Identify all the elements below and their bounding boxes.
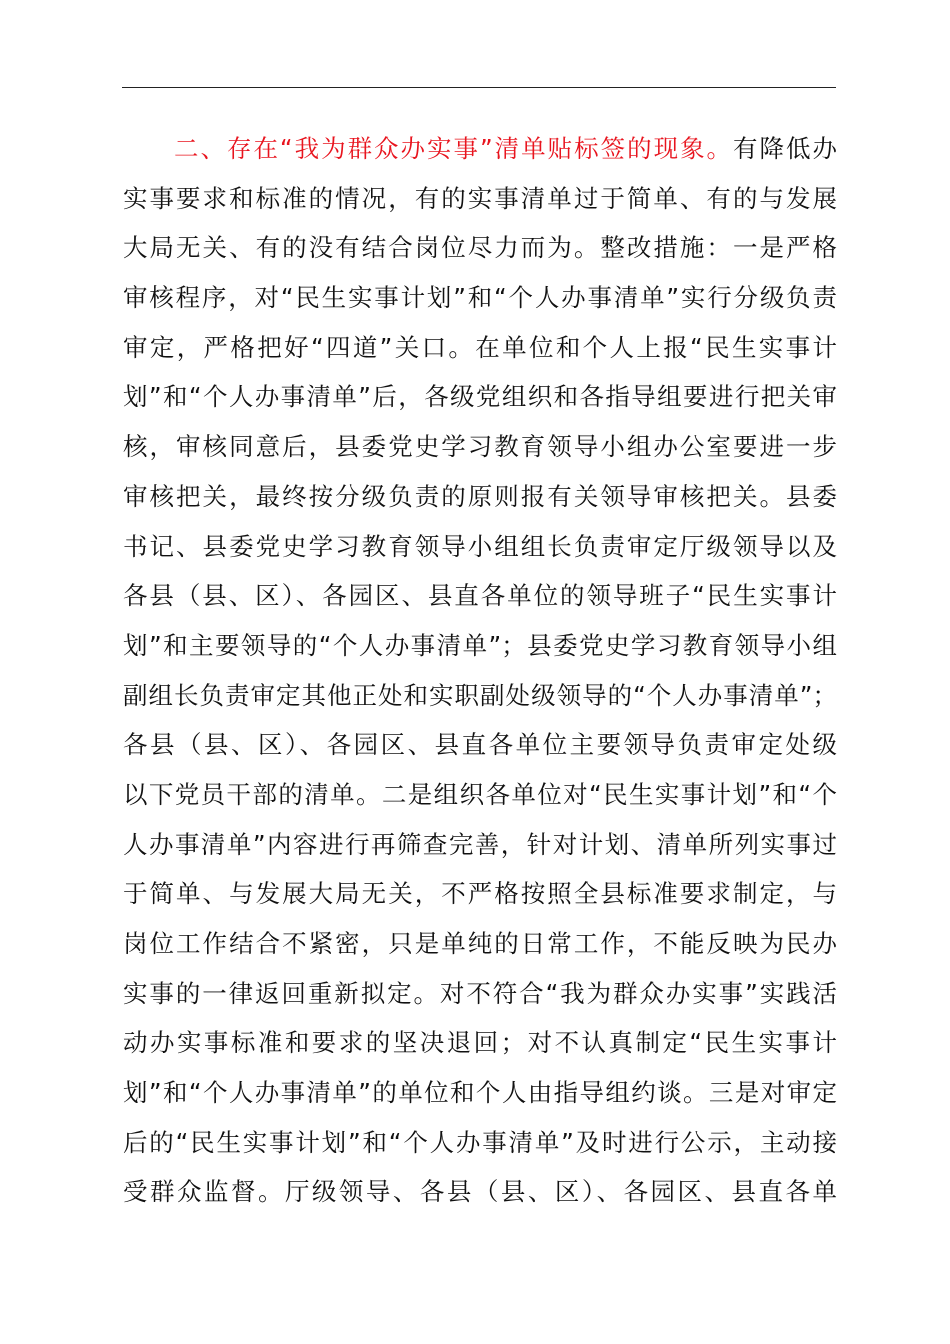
paragraph-line: 实事的一律返回重新拟定。对不符合“我为群众办实事”实践活 (123, 978, 837, 1008)
paragraph-line: 划”和“个人办事清单”后，各级党组织和各指导组要进行把关审 (123, 382, 837, 412)
paragraph-line: 各县（县、区）、各园区、县直各单位主要领导负责审定处级 (123, 730, 837, 760)
line-text: 有降低办 (733, 134, 838, 163)
paragraph-line: 划”和“个人办事清单”的单位和个人由指导组约谈。三是对审定 (123, 1078, 837, 1108)
paragraph-line: 受群众监督。厅级领导、各县（县、区）、各园区、县直各单 (123, 1177, 837, 1207)
paragraph-line: 各县（县、区）、各园区、县直各单位的领导班子“民生实事计 (123, 581, 837, 611)
paragraph-line: 审核程序，对“民生实事计划”和“个人办事清单”实行分级负责 (123, 283, 837, 313)
paragraph-line: 书记、县委党史学习教育领导小组组长负责审定厅级领导以及 (123, 531, 837, 561)
paragraph-line-1 (123, 124, 837, 174)
header-rule (122, 87, 836, 88)
paragraph-line: 人办事清单”内容进行再筛查完善，针对计划、清单所列实事过 (123, 829, 837, 859)
paragraph-line: 动办实事标准和要求的坚决退回；对不认真制定“民生实事计 (123, 1028, 837, 1058)
paragraph-line: 审核把关，最终按分级负责的原则报有关领导审核把关。县委 (123, 481, 837, 511)
paragraph-line: 后的“民生实事计划”和“个人办事清单”及时进行公示，主动接 (123, 1127, 837, 1157)
paragraph-line: 于简单、与发展大局无关，不严格按照全县标准要求制定，与 (123, 879, 837, 909)
paragraph-line: 审定，严格把好“四道”关口。在单位和个人上报“民生实事计 (123, 332, 837, 362)
paragraph-line: 实事要求和标准的情况，有的实事清单过于简单、有的与发展 (123, 183, 837, 213)
section-heading: 二、存在“我为群众办实事”清单贴标签的现象。 (172, 134, 734, 163)
paragraph-line: 岗位工作结合不紧密，只是单纯的日常工作，不能反映为民办 (123, 929, 837, 958)
paragraph-line: 副组长负责审定其他正处和实职副处级领导的“个人办事清单”； (123, 680, 837, 710)
body-paragraph (123, 124, 837, 1217)
paragraph-line: 以下党员干部的清单。二是组织各单位对“民生实事计划”和“个 (123, 779, 837, 809)
paragraph-line: 划”和主要领导的“个人办事清单”；县委党史学习教育领导小组 (123, 630, 837, 660)
paragraph-line: 核，审核同意后，县委党史学习教育领导小组办公室要进一步 (123, 432, 837, 462)
paragraph-line: 大局无关、有的没有结合岗位尽力而为。整改措施：一是严格 (123, 233, 837, 263)
